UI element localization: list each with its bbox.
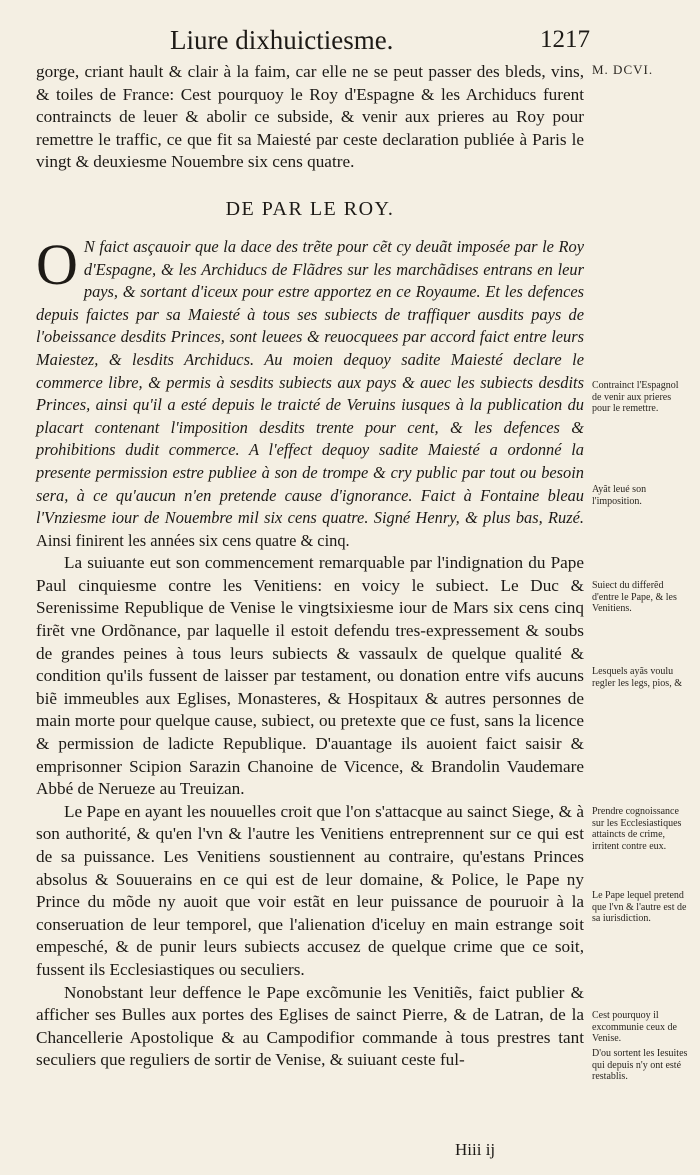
margin-note: Ayãt leué son l'imposition.	[592, 484, 647, 507]
paragraph-pope-authority: Le Pape en ayant les nouuelles croit que l'on s'attacque au sainct Siege, & à son authorité, & qu'en l'vn & l'autre les Venitiens entreprennent sur ce qui est de sa puissance. Les Venitiens soustiennent au contraire, qu'estans Princes absolus & Souuerains en ce qui est de leur domaine, & Police, le Pape ny Prince du mõde ny auoit que voir estãt en leur puissance de pouruoir à la conseruation de leur temporel, que l'alienation d'iceluy en main estrange soit empesché, & de punir leurs subiects accusez de quelque crime que ce soit, fussent ils Ecclesiastiques ou seculiers.	[36, 801, 584, 979]
margin-note: Suiect du differẽd d'entre le Pape, & les Venitiens.	[592, 580, 677, 614]
decree-closing: Ainsi finirent les années six cens quatre & cinq.	[36, 530, 350, 550]
margin-note: Contrainct l'Espagnol de venir aux prieres pour le remettre.	[592, 380, 679, 414]
margin-note: Prendre cognoissance sur les Ecclesiastiques attaincts de crime, irritent contre eux.	[592, 806, 682, 852]
opening-paragraph: gorge, criant hault & clair à la faim, car elle ne se peut passer des bleds, vins, & toiles de France: Cest pourquoy le Roy d'Espagne & les Archiducs furent contraincts de leuer & abolir ce subside, & venir aux prieres au Roy pour remettre le traffic, ce que fit sa Maiesté par ceste declaration publiée à Paris le vingt & deuxiesme Nouembre six cens quatre.	[36, 62, 584, 172]
margin-note: Cest pourquoy il excommunie ceux de Venise.	[592, 1010, 677, 1044]
signature-mark: Hiii ij	[455, 1140, 496, 1159]
page-number: 1217	[540, 26, 590, 53]
decree-text: N faict asçauoir que la dace des trẽte pour cẽt cy deuãt imposée par le Roy d'Espagne, & les Archiducs de Flãdres sur les marchãdises entrans en leur pays, & sortant d'iceux pour estre apportez en ce Royaume. Et les defences depuis faictes par sa Maiesté à tous ses subiects de traffiquer ausdits pays de l'obeissance desdits Princes, sont leuees & reuocquees par accord faict entre leurs Maiestez, & lesdits Archiducs. Au moien dequoy sadite Maiesté declare le commerce libre, & permis à sesdits subiects aux pays & auec les subiects desdits Princes, ainsi qu'il a esté depuis le traicté de Veruins iusques à la publication du placart contenant l'imposition desdits trente pour cent, & les defences & prohibitions dudit commerce. A l'effect dequoy sadite Maiesté a ordonné la presente permission estre publiee à son de trompe & cry public par tout ou besoin sera, à ce qu'aucun n'en pretende cause d'ignorance. Faict à Fontaine bleau l'Vnziesme iour de Nouembre mil six cens quatre. Signé Henry, & plus bas, Ruzé.	[36, 236, 584, 528]
main-text-column	[36, 61, 584, 1072]
drop-cap: O	[36, 231, 78, 297]
margin-note: D'ou sortent les Iesuites qui depuis n'y ont esté restablis.	[592, 1048, 688, 1082]
running-title: Liure dixhuictiesme.	[170, 25, 394, 55]
paragraph-pope-paul: La suiuante eut son commencement remarquable par l'indignation du Pape Paul cinquiesme contre les Venitiens: en voicy le subiect. Le Duc & Serenissime Republique de Venise le vingtsixiesme iour de Mars six cens cinq firẽt vne Ordõnance, par laquelle il estoit defendu tres-expressement & soubs de grandes peines à tous leurs subiects & vassaulx de quelque qualité & condition qu'ils fussent de laisser par testament, ou donation entre vifs aucuns biẽ immeubles aux Eglises, Monasteres, & Hospitaux & autres personnes de main morte pour quelque cause, subiect, ou pretexte que ce fust, sans la licence & permission de ladicte Republique. D'auantage ils auoient faict saisir & emprisonner Scipion Sarazin Chanoine de Vicence, & Brandolin Vaudemare Abbé de Nerueze au Treuizan.	[36, 553, 584, 799]
running-header	[170, 22, 590, 58]
margin-note: Lesquels ayãs voulu regler les legs, pios, &	[592, 666, 682, 689]
paragraph-excommunication: Nonobstant leur deffence le Pape excõmunie les Venitiẽs, faict publier & afficher ses Bulles aux portes des Eglises de sainct Pierre, & de Latran, de la Chancellerie Apostolique & au Campodifior commande à tous prestres tant seculiers que reguliers de sortir de Venise, & suiuant ceste ful-	[36, 982, 584, 1070]
margin-note: Le Pape lequel pretend que l'vn & l'autre est de sa iurisdiction.	[592, 890, 687, 924]
royal-decree	[36, 231, 584, 552]
decree-heading: DE PAR LE ROY.	[225, 197, 395, 220]
margin-year: M. DCVI.	[592, 62, 654, 77]
